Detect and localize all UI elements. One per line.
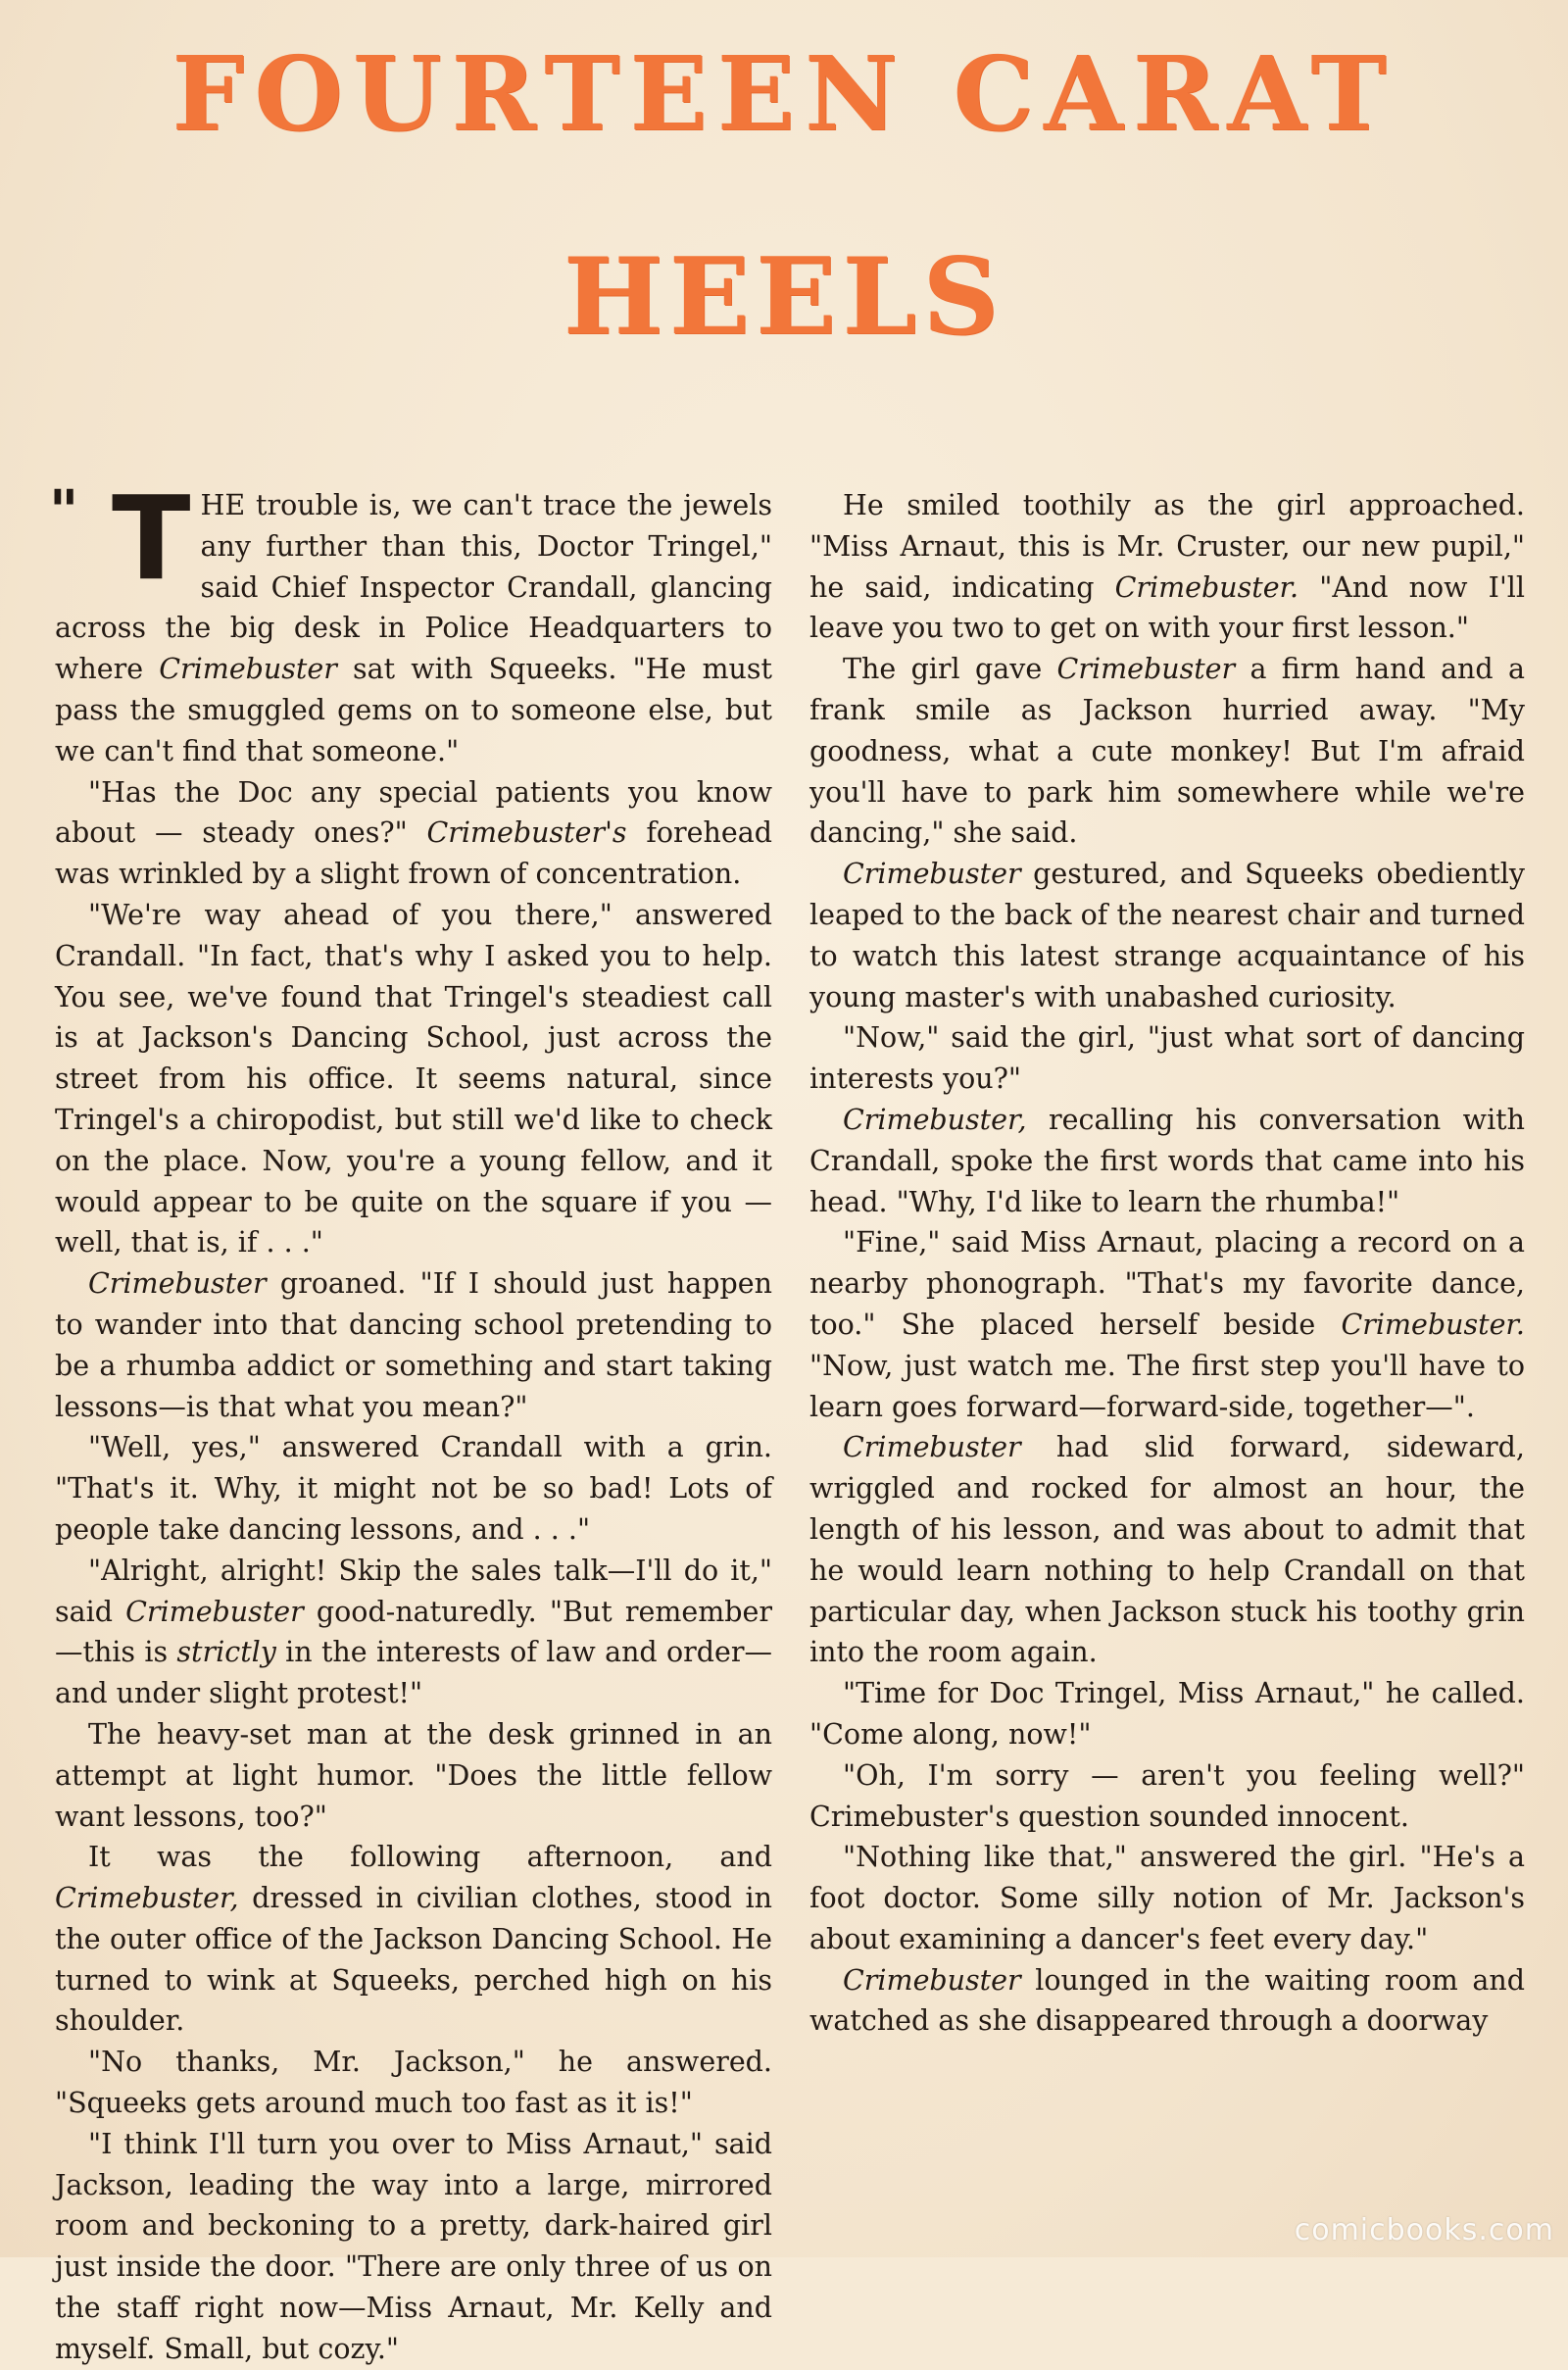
- paragraph-text: "Nothing like that," answered the girl. "He's a foot doctor. Some silly notion of Mr. Jackson's about examining a dancer's feet every day.": [809, 1841, 1525, 1955]
- paragraph: [55, 1427, 772, 1550]
- paragraph-text: gestured, and Squeeks obediently leaped to the back of the nearest chair and turned to watch this latest strange acquaintance of his young master's with unabashed curiosity.: [809, 858, 1525, 1013]
- paragraph-text: HE trouble is, we can't trace the jewels any further than this, Doctor Tringel," said Chief Inspector Crandall, glancing across the big desk in Police Headquarters to where: [55, 489, 772, 686]
- paragraph: [55, 895, 772, 1263]
- paragraph: [55, 772, 772, 895]
- paragraph: [55, 1714, 772, 1837]
- paragraph: [55, 1837, 772, 2042]
- paragraph: [55, 1263, 772, 1427]
- character-name: Crimebuster: [843, 1431, 1021, 1464]
- paragraph-text: "Now, just watch me. The first step you'll have to learn goes forward—forward-side, together—".: [809, 1349, 1525, 1423]
- character-name: Crimebuster,: [843, 1103, 1027, 1136]
- paragraph-text: had slid forward, sideward, wriggled and rocked for almost an hour, the length of his lesson, and was about to admit that he would learn nothing to help Crandall on that particular day, when Jackson stuck his toothy grin into the room again.: [809, 1431, 1525, 1669]
- paragraph-text: groaned. "If I should just happen to wander into that dancing school pretending to be a rhumba addict or something and start taking lessons—is that what you mean?": [55, 1267, 772, 1423]
- paragraph-text: The heavy-set man at the desk grinned in an attempt at light humor. "Does the little fellow want lessons, too?": [55, 1717, 772, 1833]
- text-column-right: [809, 485, 1525, 2230]
- site-watermark: comicbooks.com: [1294, 2213, 1554, 2247]
- paragraph: [809, 1427, 1525, 1673]
- paragraph: [49, 470, 772, 772]
- character-name: Crimebuster: [125, 1595, 304, 1628]
- paragraph: [809, 485, 1525, 649]
- paragraph-text: "And now I'll leave you two to get on with your first lesson.": [809, 570, 1526, 645]
- character-name: Crimebuster: [159, 653, 337, 686]
- paragraph-text: good-naturedly. "But remember—this is: [55, 1595, 772, 1669]
- paragraph-text: He smiled toothily as the girl approached. "Miss Arnaut, this is Mr. Cruster, our new pupil," he said, indicating: [809, 489, 1525, 604]
- paragraph: [809, 649, 1525, 854]
- paragraph-text: "Fine," said Miss Arnaut, placing a record on a nearby phonograph. "That's my favorite dance, too." She placed herself beside: [809, 1226, 1525, 1341]
- character-name: Crimebuster: [1056, 653, 1236, 686]
- paragraph-text: a firm hand and a frank smile as Jackson hurried away. "My goodness, what a cute monkey! But I'm afraid you'll have to park him somewhere while we're dancing," she said.: [809, 653, 1525, 850]
- paragraph-text: "Well, yes," answered Crandall with a grin. "That's it. Why, it might not be so bad! Lots of people take dancing lessons, and . . .": [55, 1431, 772, 1546]
- paragraph-text: sat with Squeeks. "He must pass the smuggled gems on to someone else, but we can't find that someone.": [55, 653, 772, 767]
- paragraph: [809, 1755, 1525, 1838]
- opening-quote-mark: ": [49, 477, 79, 544]
- paragraph: [809, 1673, 1525, 1755]
- paragraph-text: "Time for Doc Tringel, Miss Arnaut," he called. "Come along, now!": [809, 1677, 1525, 1751]
- paragraph: [809, 1100, 1525, 1222]
- character-name: Crimebuster,: [55, 1882, 239, 1915]
- paragraph-text: The girl gave: [843, 653, 1057, 686]
- paragraph-text: recalling his conversation with Crandall, spoke the first words that came into his head. "Why, I'd like to learn the rhumba!": [809, 1103, 1525, 1218]
- character-name: Crimebuster: [843, 858, 1021, 891]
- story-title-line-1: FOURTEEN CARAT: [172, 33, 1396, 154]
- paragraph-text: "We're way ahead of you there," answered Crandall. "In fact, that's why I asked you to help. You see, we've found that Tringel's steadiest call is at Jackson's Dancing School, just across the street from his office. It seems natural, since Tringel's a chiropodist, but still we'd like to check on the place. Now, you're a young fellow, and it would appear to be quite on the square if you —well, that is, if . . .": [55, 898, 772, 1259]
- drop-cap: T: [112, 470, 191, 606]
- paragraph-text: "I think I'll turn you over to Miss Arnaut," said Jackson, leading the way into a large, mirrored room and beckoning to a pretty, dark-haired girl just inside the door. "There are only three of us on the staff right now—Miss Arnaut, Mr. Kelly and myself. Small, but cozy.": [55, 2127, 772, 2365]
- paragraph: [809, 854, 1525, 1017]
- paragraph: [55, 2124, 772, 2370]
- paragraph-text: It was the following afternoon, and: [88, 1841, 772, 1874]
- emphasis-text: strictly: [176, 1636, 276, 1669]
- paragraph: [809, 1837, 1525, 1959]
- paragraph-text: dressed in civilian clothes, stood in the outer office of the Jackson Dancing School. He turned to wink at Squeeks, perched high on his shoulder.: [55, 1882, 772, 2038]
- paragraph-text: "Oh, I'm sorry — aren't you feeling well?" Crimebuster's question sounded innocent.: [809, 1758, 1525, 1833]
- paragraph-text: "No thanks, Mr. Jackson," he answered. "Squeeks gets around much too fast as it is!": [55, 2046, 772, 2120]
- paragraph-text: lounged in the waiting room and watched as she disappeared through a doorway: [809, 1963, 1525, 2038]
- story-title-line-2: HEELS: [563, 235, 1005, 359]
- paragraph-text: "Has the Doc any special patients you know about — steady ones?": [55, 775, 772, 850]
- character-name: Crimebuster: [88, 1267, 267, 1301]
- character-name: Crimebuster.: [1114, 570, 1299, 604]
- character-name: Crimebuster: [843, 1963, 1021, 1997]
- text-column-left: [49, 470, 772, 2365]
- paragraph: [55, 1551, 772, 1714]
- paragraph: [809, 1222, 1525, 1427]
- character-name: Crimebuster's: [426, 816, 627, 850]
- paragraph-text: in the interests of law and order—and under slight protest!": [55, 1636, 772, 1710]
- paragraph-text: "Alright, alright! Skip the sales talk—I'll do it," said: [55, 1554, 772, 1628]
- paragraph: [55, 2042, 772, 2124]
- paragraph-text: forehead was wrinkled by a slight frown of concentration.: [55, 816, 772, 891]
- character-name: Crimebuster.: [1341, 1308, 1525, 1341]
- paragraph: [809, 1960, 1525, 2043]
- paragraph-text: "Now," said the girl, "just what sort of dancing interests you?": [809, 1021, 1525, 1096]
- paragraph: [809, 1017, 1525, 1100]
